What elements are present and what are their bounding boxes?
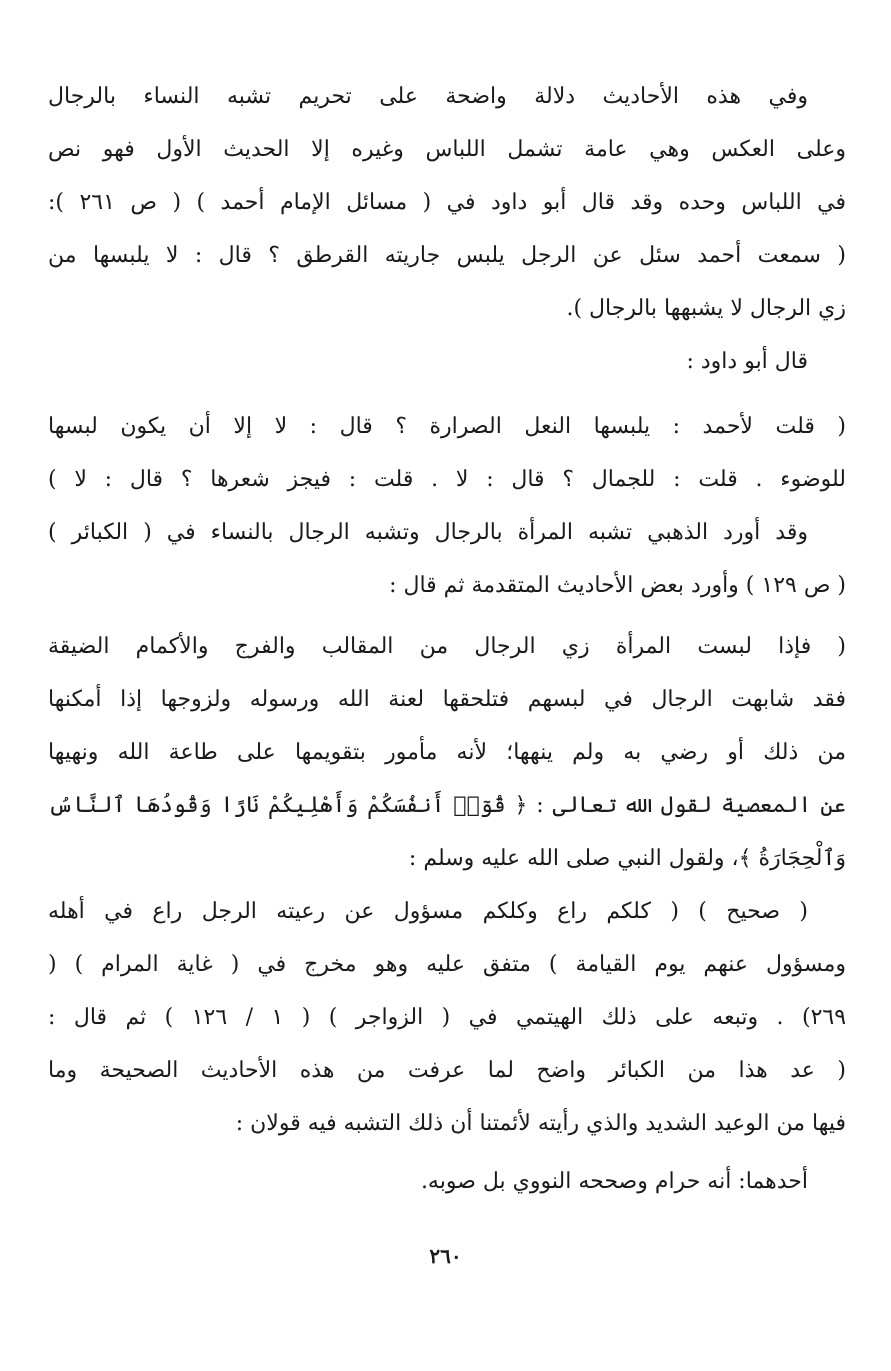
text-line: زي الرجال لا يشبهها بالرجال ). — [566, 296, 846, 321]
text-line: للوضوء . قلت : للجمال ؟ قال : لا . قلت : فيجز شعرها ؟ قال : لا ) — [48, 467, 846, 492]
paragraph-5 — [48, 620, 846, 885]
paragraph-7 — [48, 1155, 846, 1208]
text-line: ( صحيح ) ( كلكم راع وكلكم مسؤول عن رعيته الرجل راع في أهله — [48, 899, 808, 924]
page-number: ٢٦٠ — [429, 1244, 462, 1268]
text-line: قال أبو داود : — [686, 349, 808, 374]
paragraph-6 — [48, 885, 846, 1150]
text-line: في اللباس وحده وقد قال أبو داود في ( مسائل الإمام أحمد ) ( ص ٢٦١ ): — [48, 190, 846, 215]
text-line: فيها من الوعيد الشديد والذي رأيته لأئمتنا أن ذلك التشبه فيه قولان : — [235, 1111, 846, 1136]
text-line: فقد شابهت الرجال في لبسهم فتلحقها لعنة الله ورسوله ولزوجها إذا أمكنها — [48, 687, 846, 712]
paragraph-1 — [48, 70, 846, 335]
text-line: ( سمعت أحمد سئل عن الرجل يلبس جاريته القرطق ؟ قال : لا يلبسها من — [48, 243, 846, 268]
text-line: وعلى العكس وهي عامة تشمل اللباس وغيره إلا الحديث الأول فهو نص — [48, 137, 846, 162]
text-line: ( فإذا لبست المرأة زي الرجال من المقالب والفرج والأكمام الضيقة — [48, 634, 846, 659]
quran-verse-line: عن المعصية لقول الله تعالى : ﴿ قُوٓا۟ أَنفُسَكُمْ وَأَهْلِيكُمْ نَارًا وَقُودُهَا ٱلنَّاسُ — [48, 793, 846, 818]
text-line: أحدهما: أنه حرام وصححه النووي بل صوبه. — [420, 1169, 808, 1194]
paragraph-4 — [48, 506, 846, 612]
text-line: وفي هذه الأحاديث دلالة واضحة على تحريم تشبه النساء بالرجال — [48, 84, 808, 109]
quran-verse-line: وَٱلْحِجَارَةُ ﴾، ولقول النبي صلى الله عليه وسلم : — [408, 846, 846, 871]
text-line: ( عد هذا من الكبائر واضح لما عرفت من هذه الأحاديث الصحيحة وما — [48, 1058, 846, 1083]
text-line: ( ص ١٢٩ ) وأورد بعض الأحاديث المتقدمة ثم قال : — [389, 573, 846, 598]
text-line: ٢٦٩) . وتبعه على ذلك الهيتمي في ( الزواجر ) ( ١ / ١٢٦ ) ثم قال : — [48, 1005, 846, 1030]
paragraph-2 — [48, 335, 846, 388]
text-line: ومسؤول عنهم يوم القيامة ) متفق عليه وهو مخرج في ( غاية المرام ) ( — [48, 952, 846, 977]
text-line: ( قلت لأحمد : يلبسها النعل الصرارة ؟ قال : لا إلا أن يكون لبسها — [48, 414, 846, 439]
paragraph-3 — [48, 400, 846, 506]
text-line: وقد أورد الذهبي تشبه المرأة بالرجال وتشبه الرجال بالنساء في ( الكبائر ) — [48, 520, 808, 545]
text-line: من ذلك أو رضي به ولم ينهها؛ لأنه مأمور بتقويمها على طاعة الله ونهيها — [48, 740, 846, 765]
